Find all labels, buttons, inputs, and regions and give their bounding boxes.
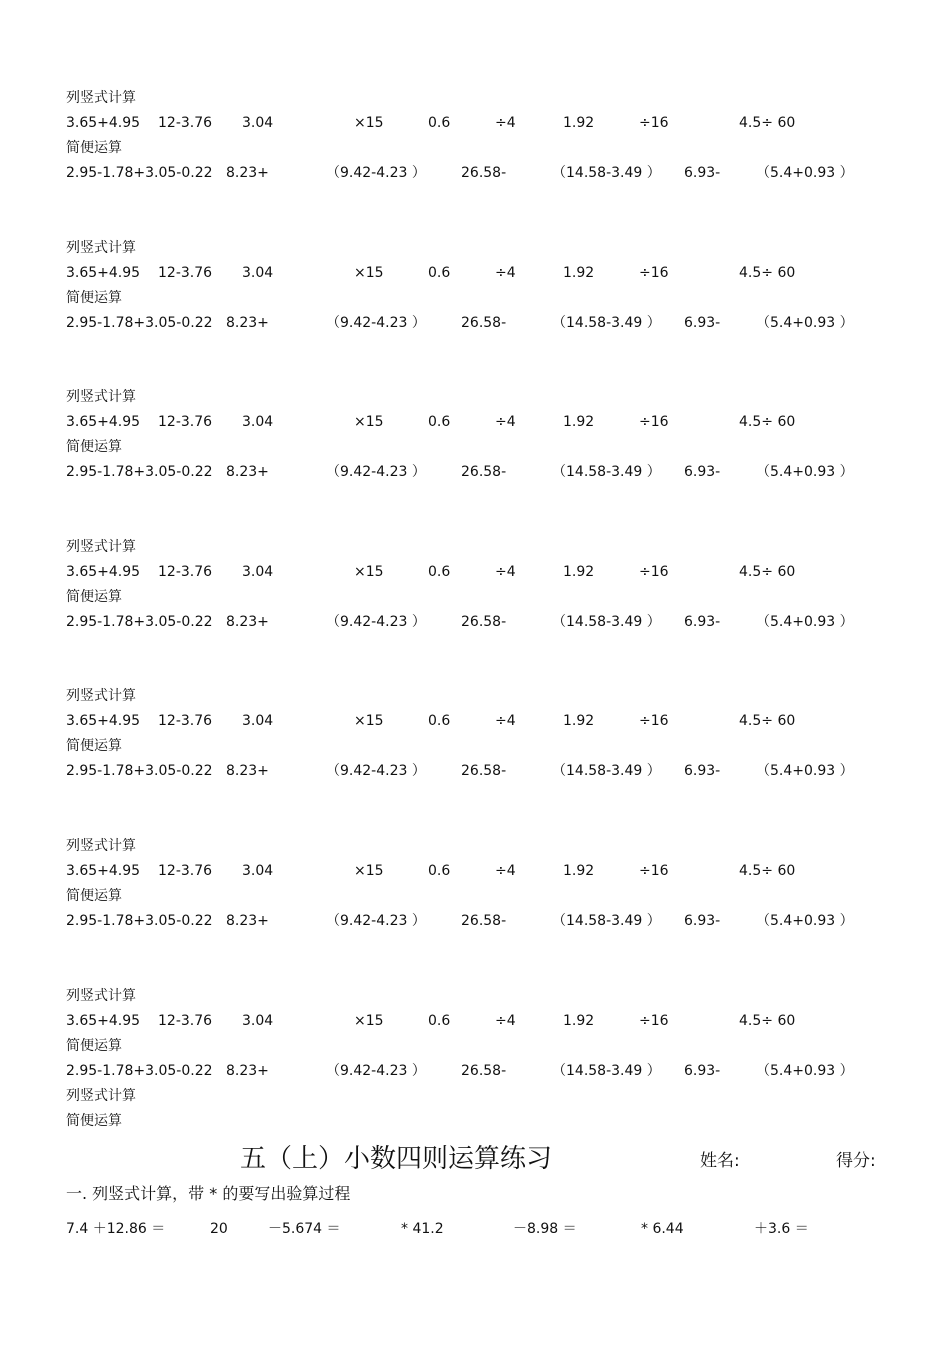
vertical-calc-item: 3.65+4.95 [66,265,141,281]
vertical-calc-item: ÷16 [639,1013,669,1029]
vertical-calc-item: 12-3.76 [158,1013,213,1029]
vertical-calc-item: ÷4 [495,265,516,281]
exercise-item: －5.674 ＝ [268,1221,341,1237]
simple-calc-item: 26.58- [461,165,507,181]
vertical-calc-item: 0.6 [428,564,451,580]
tail-heading-vertical: 列竖式计算 [66,1088,136,1104]
simple-calc-item: 26.58- [461,315,507,331]
vertical-calc-item: 3.65+4.95 [66,115,141,131]
vertical-calc-item: ×15 [354,564,384,580]
vertical-calc-item: 3.04 [242,265,274,281]
vertical-calc-item: 3.65+4.95 [66,713,141,729]
simple-calc-item: （9.42-4.23 ） [326,315,426,331]
vertical-calc-item: 4.5÷ 60 [739,564,796,580]
vertical-calc-item: 1.92 [563,414,595,430]
vertical-calc-item: ×15 [354,265,384,281]
vertical-calc-item: 12-3.76 [158,564,213,580]
simple-calc-item: （14.58-3.49 ） [552,464,661,480]
vertical-calc-item: ÷4 [495,1013,516,1029]
vertical-calc-item: 3.04 [242,713,274,729]
vertical-calc-item: ÷16 [639,863,669,879]
simple-calc-item: 8.23+ [226,464,269,480]
simple-calc-item: 26.58- [461,1063,507,1079]
simple-calc-item: 8.23+ [226,1063,269,1079]
exercise-item: ＋3.6 ＝ [754,1221,809,1237]
vertical-calc-item: 0.6 [428,115,451,131]
simple-calc-item: 26.58- [461,614,507,630]
vertical-calc-item: ×15 [354,1013,384,1029]
simple-calc-item: 6.93- [684,165,721,181]
vertical-calc-heading: 列竖式计算 [66,90,136,106]
name-label: 姓名: [700,1151,740,1171]
simple-calc-item: 2.95-1.78+3.05-0.22 [66,614,213,630]
simple-calc-heading: 简便运算 [66,439,122,455]
vertical-calc-item: 3.04 [242,115,274,131]
vertical-calc-item: 4.5÷ 60 [739,713,796,729]
simple-calc-item: （5.4+0.93 ） [756,763,854,779]
simple-calc-item: （14.58-3.49 ） [552,763,661,779]
vertical-calc-item: 0.6 [428,713,451,729]
vertical-calc-heading: 列竖式计算 [66,688,136,704]
vertical-calc-item: 3.65+4.95 [66,1013,141,1029]
vertical-calc-item: ×15 [354,713,384,729]
simple-calc-item: 8.23+ [226,763,269,779]
vertical-calc-item: 4.5÷ 60 [739,265,796,281]
simple-calc-item: （9.42-4.23 ） [326,1063,426,1079]
simple-calc-item: （5.4+0.93 ） [756,614,854,630]
vertical-calc-item: 0.6 [428,863,451,879]
vertical-calc-item: 12-3.76 [158,863,213,879]
simple-calc-item: 6.93- [684,315,721,331]
simple-calc-item: 2.95-1.78+3.05-0.22 [66,913,213,929]
vertical-calc-item: 1.92 [563,115,595,131]
simple-calc-item: 2.95-1.78+3.05-0.22 [66,165,213,181]
simple-calc-item: （14.58-3.49 ） [552,315,661,331]
vertical-calc-item: ÷4 [495,564,516,580]
simple-calc-item: （5.4+0.93 ） [756,315,854,331]
vertical-calc-item: 3.04 [242,1013,274,1029]
simple-calc-item: 2.95-1.78+3.05-0.22 [66,464,213,480]
simple-calc-item: （9.42-4.23 ） [326,464,426,480]
simple-calc-item: 6.93- [684,464,721,480]
simple-calc-item: 2.95-1.78+3.05-0.22 [66,763,213,779]
vertical-calc-item: 4.5÷ 60 [739,414,796,430]
worksheet-title: 五（上）小数四则运算练习 [240,1144,553,1174]
exercise-item: * 6.44 [641,1221,684,1237]
simple-calc-item: 2.95-1.78+3.05-0.22 [66,1063,213,1079]
vertical-calc-item: ÷16 [639,564,669,580]
simple-calc-heading: 简便运算 [66,589,122,605]
simple-calc-heading: 简便运算 [66,1038,122,1054]
simple-calc-item: 8.23+ [226,165,269,181]
exercise-item: * 41.2 [401,1221,444,1237]
simple-calc-item: 26.58- [461,763,507,779]
vertical-calc-heading: 列竖式计算 [66,838,136,854]
vertical-calc-item: 0.6 [428,265,451,281]
vertical-calc-item: 3.04 [242,414,274,430]
vertical-calc-item: 1.92 [563,1013,595,1029]
simple-calc-item: 6.93- [684,763,721,779]
vertical-calc-item: ×15 [354,414,384,430]
vertical-calc-item: ÷16 [639,265,669,281]
simple-calc-heading: 简便运算 [66,140,122,156]
simple-calc-item: （9.42-4.23 ） [326,763,426,779]
vertical-calc-item: 3.04 [242,564,274,580]
vertical-calc-item: 1.92 [563,863,595,879]
simple-calc-item: 26.58- [461,464,507,480]
vertical-calc-item: 3.65+4.95 [66,863,141,879]
vertical-calc-item: 1.92 [563,265,595,281]
vertical-calc-item: 12-3.76 [158,414,213,430]
simple-calc-item: （14.58-3.49 ） [552,165,661,181]
score-label: 得分: [836,1151,876,1171]
simple-calc-item: （9.42-4.23 ） [326,614,426,630]
simple-calc-item: （14.58-3.49 ） [552,913,661,929]
vertical-calc-item: 0.6 [428,414,451,430]
exercise-item: －8.98 ＝ [513,1221,577,1237]
vertical-calc-item: 0.6 [428,1013,451,1029]
vertical-calc-item: 12-3.76 [158,713,213,729]
section-one-heading: 一. 列竖式计算，带 * 的要写出验算过程 [66,1184,351,1203]
vertical-calc-item: 3.65+4.95 [66,414,141,430]
simple-calc-item: （5.4+0.93 ） [756,913,854,929]
simple-calc-item: （5.4+0.93 ） [756,464,854,480]
vertical-calc-item: ÷4 [495,713,516,729]
vertical-calc-item: ÷16 [639,115,669,131]
vertical-calc-heading: 列竖式计算 [66,988,136,1004]
vertical-calc-item: 4.5÷ 60 [739,1013,796,1029]
simple-calc-heading: 简便运算 [66,888,122,904]
vertical-calc-heading: 列竖式计算 [66,240,136,256]
vertical-calc-item: 1.92 [563,564,595,580]
simple-calc-item: 2.95-1.78+3.05-0.22 [66,315,213,331]
vertical-calc-item: ÷4 [495,863,516,879]
vertical-calc-item: 4.5÷ 60 [739,115,796,131]
simple-calc-item: （5.4+0.93 ） [756,1063,854,1079]
simple-calc-item: 6.93- [684,614,721,630]
simple-calc-heading: 简便运算 [66,290,122,306]
tail-heading-simple: 简便运算 [66,1113,122,1129]
vertical-calc-item: ÷16 [639,414,669,430]
vertical-calc-item: 12-3.76 [158,265,213,281]
simple-calc-item: 8.23+ [226,315,269,331]
simple-calc-heading: 简便运算 [66,738,122,754]
vertical-calc-heading: 列竖式计算 [66,389,136,405]
exercise-item: 20 [210,1221,228,1237]
simple-calc-item: 26.58- [461,913,507,929]
vertical-calc-item: 4.5÷ 60 [739,863,796,879]
vertical-calc-item: ÷4 [495,414,516,430]
simple-calc-item: （14.58-3.49 ） [552,614,661,630]
vertical-calc-item: 1.92 [563,713,595,729]
simple-calc-item: 8.23+ [226,614,269,630]
exercise-item: 7.4 ＋12.86 ＝ [66,1221,166,1237]
vertical-calc-item: 3.04 [242,863,274,879]
vertical-calc-item: ×15 [354,115,384,131]
simple-calc-item: 8.23+ [226,913,269,929]
vertical-calc-item: 3.65+4.95 [66,564,141,580]
simple-calc-item: 6.93- [684,1063,721,1079]
simple-calc-item: （5.4+0.93 ） [756,165,854,181]
vertical-calc-heading: 列竖式计算 [66,539,136,555]
vertical-calc-item: ÷4 [495,115,516,131]
vertical-calc-item: ÷16 [639,713,669,729]
simple-calc-item: （9.42-4.23 ） [326,165,426,181]
vertical-calc-item: 12-3.76 [158,115,213,131]
simple-calc-item: （14.58-3.49 ） [552,1063,661,1079]
vertical-calc-item: ×15 [354,863,384,879]
simple-calc-item: 6.93- [684,913,721,929]
simple-calc-item: （9.42-4.23 ） [326,913,426,929]
